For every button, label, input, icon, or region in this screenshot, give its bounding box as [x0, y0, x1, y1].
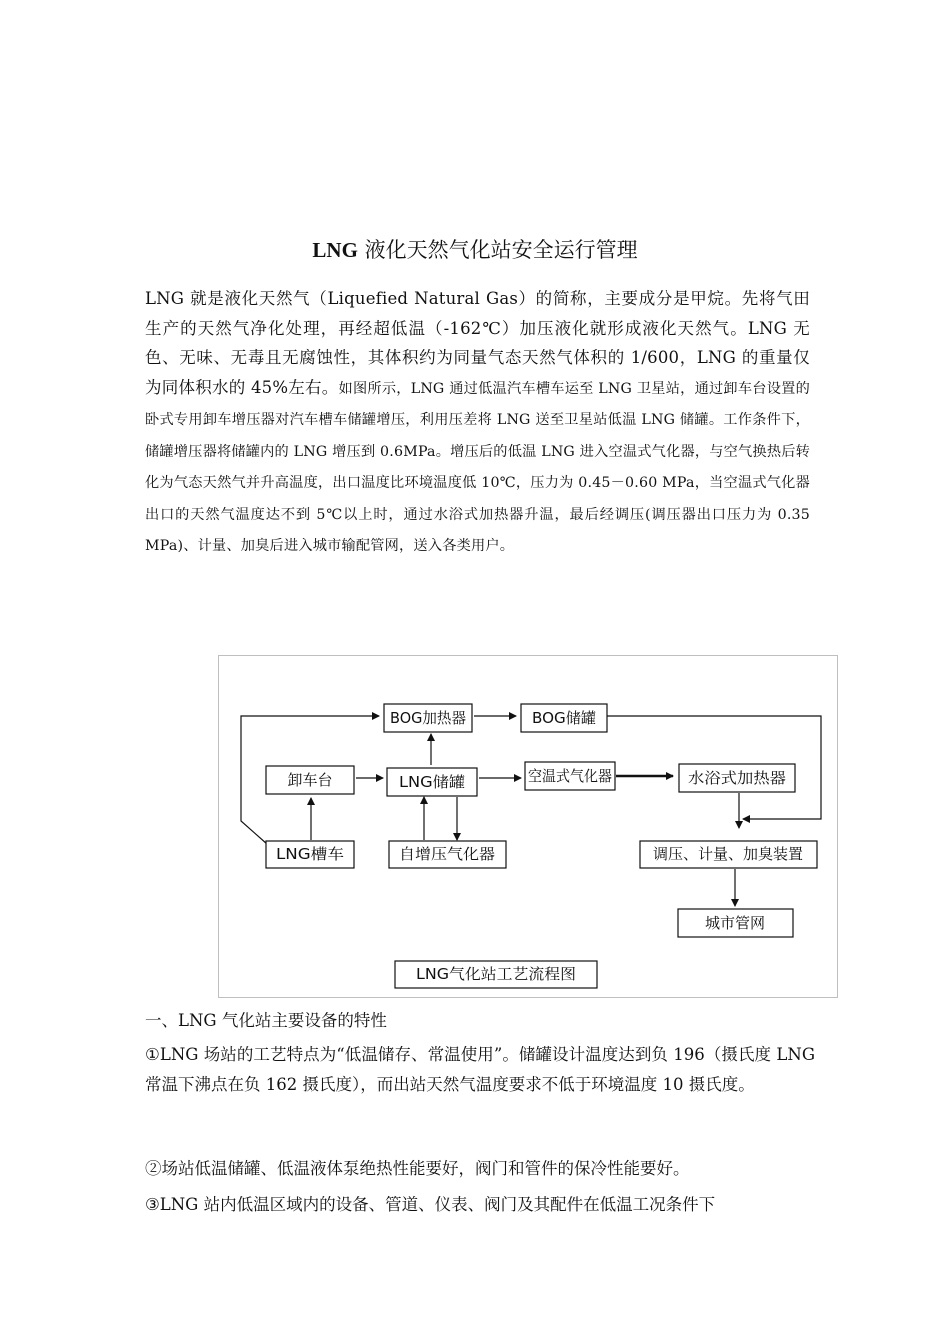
node-bog-tank: BOG储罐	[532, 709, 596, 727]
node-lng-tank: LNG储罐	[399, 773, 465, 791]
section-heading: 一、LNG 气化站主要设备的特性	[145, 1011, 387, 1030]
node-pressurizer: 自增压气化器	[399, 845, 495, 863]
node-regulator: 调压、计量、加臭装置	[653, 845, 803, 863]
node-bog-heater: BOG加热器	[390, 709, 466, 727]
process-flow-diagram	[218, 655, 838, 998]
diagram-caption: LNG气化站工艺流程图	[416, 965, 576, 983]
intro-main-text: LNG 就是液化天然气（Liquefied Natural Gas）的简称，主要成分是甲烷。先将气田生产的天然气净化处理，再经超低温（-162℃）加压液化就形成液化天然气。LNG 无色、无味、无毒且无腐蚀性，其体积约为同量气态天然气体积的 1/600，LNG 的重量仅为同体积水的 45%左右。	[145, 289, 810, 397]
page-title	[0, 234, 950, 266]
list-item-2: ②场站低温储罐、低温液体泵绝热性能要好，阀门和管件的保冷性能要好。	[145, 1159, 690, 1178]
list-item-1: ①LNG 场站的工艺特点为“低温储存、常温使用”。储罐设计温度达到负 196（摄氏度 LNG 常温下沸点在负 162 摄氏度），而出站天然气温度要求不低于环境温度 10 摄氏度。	[145, 1045, 815, 1094]
node-air-vaporizer: 空温式气化器	[528, 767, 612, 785]
node-unloading: 卸车台	[287, 771, 333, 789]
intro-paragraph	[145, 284, 810, 562]
node-water-heater: 水浴式加热器	[688, 769, 786, 787]
title-bold: LNG	[312, 238, 358, 262]
node-lng-truck: LNG槽车	[276, 845, 344, 863]
list-item-3: ③LNG 站内低温区域内的设备、管道、仪表、阀门及其配件在低温工况条件下	[145, 1195, 716, 1214]
flow-diagram-svg	[219, 656, 839, 999]
node-city-network: 城市管网	[704, 914, 766, 932]
intro-process-text: 如图所示，LNG 通过低温汽车槽车运至 LNG 卫星站，通过卸车台设置的卧式专用卸车增压器对汽车槽车储罐增压，利用压差将 LNG 送至卫星站低温 LNG 储罐。工作条件下，储罐增压器将储罐内的 LNG 增压到 0.6MPa。增压后的低温 LNG 进入空温式气化器，与空气换热后转化为气态天然气并升高温度，出口温度比环境温度低 10℃，压力为 0.45－0.60 MPa，当空温式气化器出口的天然气温度达不到 5℃以上时，通过水浴式加热器升温，最后经调压(调压器出口压力为 0.35 MPa)、计量、加臭后进入城市输配管网，送入各类用户。	[145, 380, 810, 554]
title-rest: 液化天然气化站安全运行管理	[357, 238, 638, 262]
